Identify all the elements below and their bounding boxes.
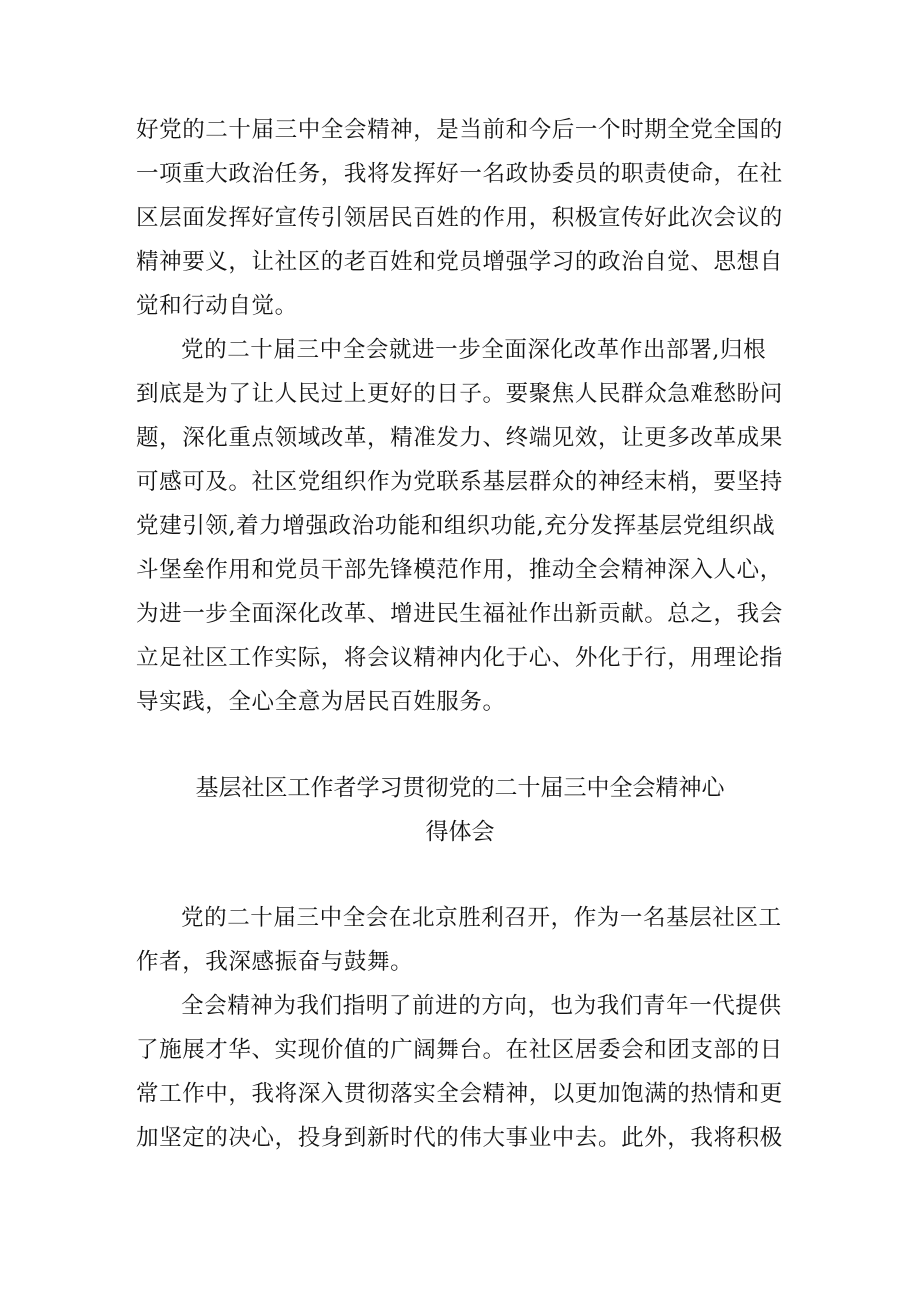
text-line: 到底是为了让人民过上更好的日子。要聚焦人民群众急难愁盼问 [136, 381, 783, 407]
text-line: 党建引领,着力增强政治功能和组织功能,充分发挥基层党组织战 [136, 513, 776, 539]
paragraph-reform [136, 328, 786, 724]
text-line: 可感可及。社区党组织作为党联系基层群众的神经末梢，要坚持 [136, 469, 783, 495]
text-line: 为进一步全面深化改革、增进民生福祉作出新贡献。总之，我会 [136, 601, 783, 627]
text-line: 斗堡垒作用和党员干部先锋模范作用，推动全会精神深入人心， [136, 557, 783, 583]
text-line: 区层面发挥好宣传引领居民百姓的作用，积极宣传好此次会议的 [136, 205, 783, 231]
text-line: 加坚定的决心，投身到新时代的伟大事业中去。此外，我将积极 [136, 1125, 783, 1151]
paragraph-intro [136, 896, 786, 984]
text-line: 常工作中，我将深入贯彻落实全会精神，以更加饱满的热情和更 [136, 1081, 783, 1107]
article-title-line: 得体会 [425, 819, 495, 845]
text-line: 一项重大政治任务，我将发挥好一名政协委员的职责使命，在社 [136, 161, 783, 187]
text-line: 觉和行动自觉。 [136, 293, 298, 319]
text-line: 党的二十届三中全会在北京胜利召开，作为一名基层社区工 [181, 905, 782, 931]
text-line: 好党的二十届三中全会精神，是当前和今后一个时期全党全国的 [136, 117, 783, 143]
text-line: 了施展才华、实现价值的广阔舞台。在社区居委会和团支部的日 [136, 1037, 783, 1063]
paragraph-continuation [136, 108, 786, 328]
text-line: 党的二十届三中全会就进一步全面深化改革作出部署,归根 [181, 337, 767, 363]
text-line: 作者，我深感振奋与鼓舞。 [136, 949, 414, 975]
text-line: 导实践，全心全意为居民百姓服务。 [136, 689, 506, 715]
article-title-line: 基层社区工作者学习贯彻党的二十届三中全会精神心 [195, 775, 725, 801]
text-line: 题，深化重点领域改革，精准发力、终端见效，让更多改革成果 [136, 425, 783, 451]
text-line: 全会精神为我们指明了前进的方向，也为我们青年一代提供 [181, 993, 782, 1019]
text-line: 立足社区工作实际，将会议精神内化于心、外化于行，用理论指 [136, 645, 783, 671]
paragraph-body [136, 984, 786, 1160]
text-line: 精神要义，让社区的老百姓和党员增强学习的政治自觉、思想自 [136, 249, 783, 275]
article-title [0, 766, 920, 854]
